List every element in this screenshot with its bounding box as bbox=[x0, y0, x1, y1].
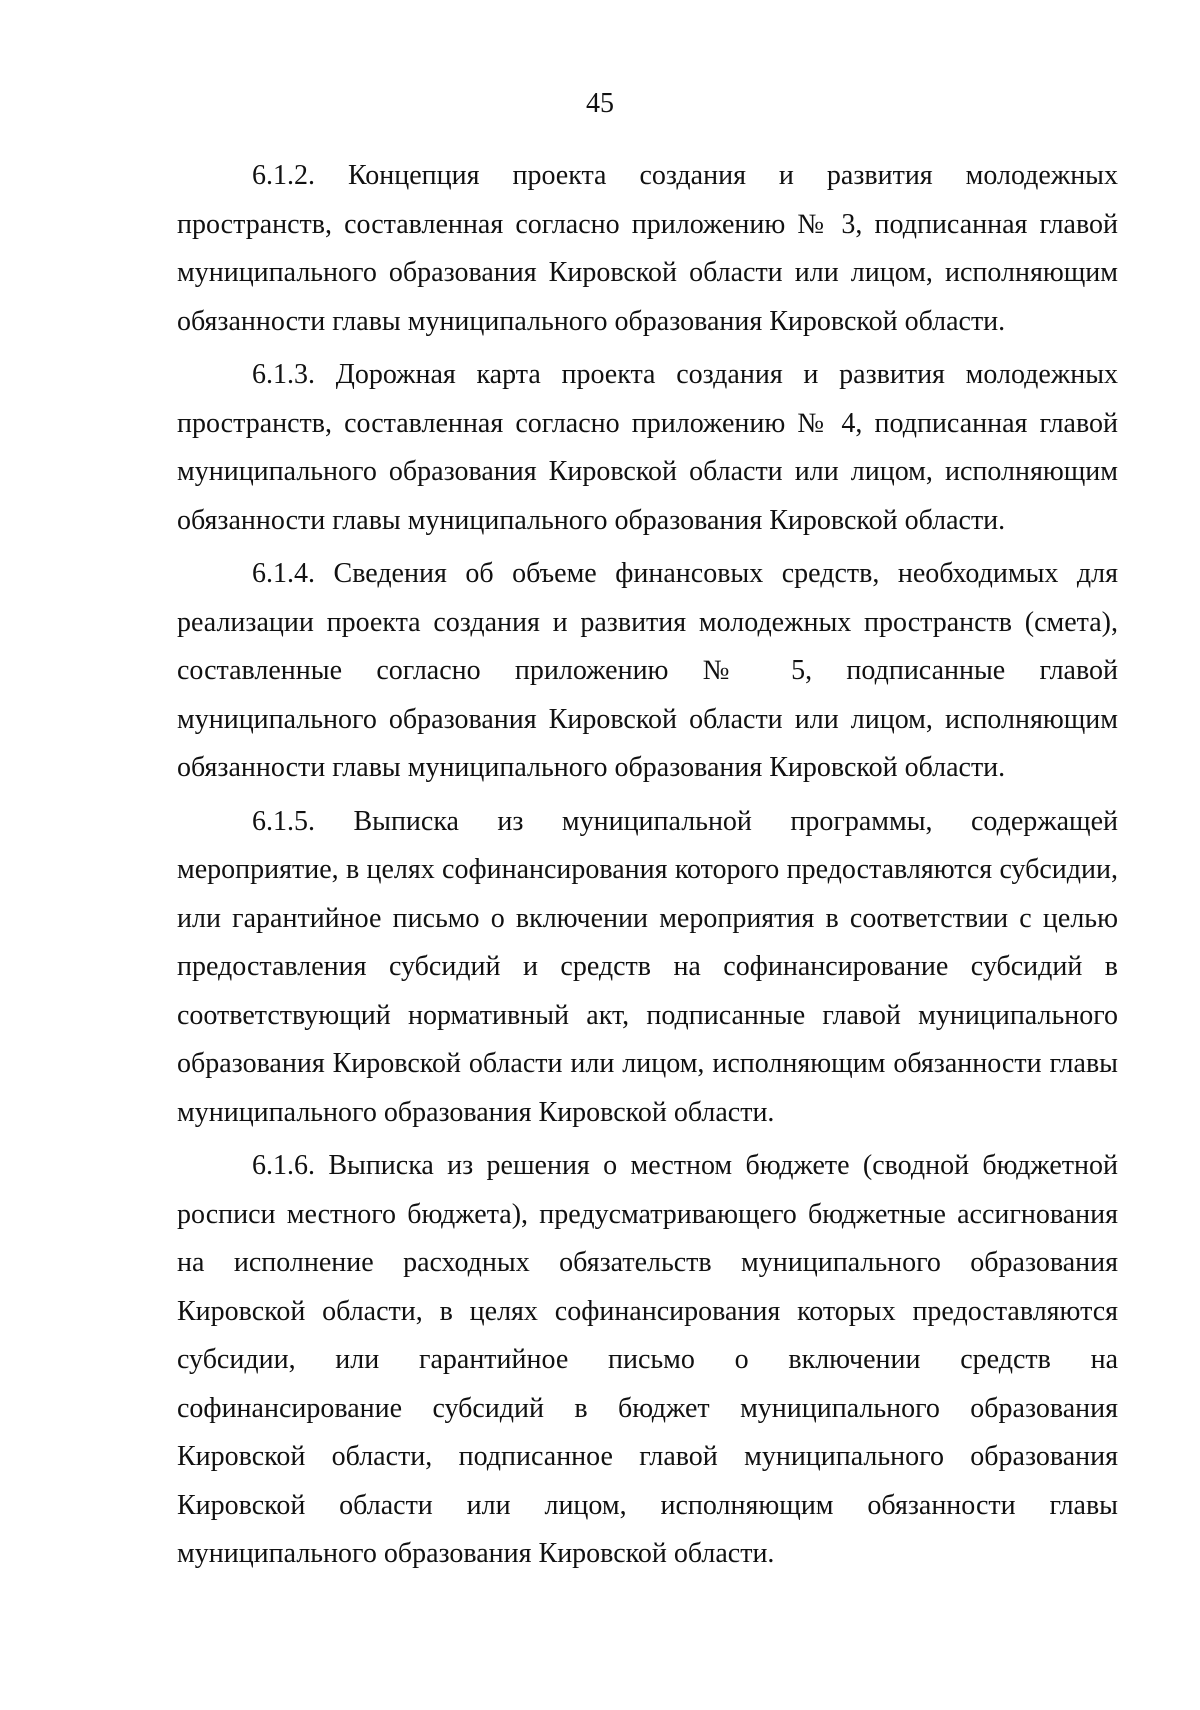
page-number: 45 bbox=[586, 88, 614, 119]
paragraph-6-1-4: 6.1.4. Сведения об объеме финансовых средств, необходимых для реализации проекта создания и развития молодежных пространств (смета), составленные согласно приложению № 5, подписанные главой муниципального образования Кировской области или лицом, исполняющим обязанности главы муниципального образования Кировской области. bbox=[177, 558, 1118, 783]
paragraph-6-1-3: 6.1.3. Дорожная карта проекта создания и развития молодежных пространств, составленная согласно приложению № 4, подписанная главой муниципального образования Кировской области или лицом, исполняющим обязанности главы муниципального образования Кировской области. bbox=[177, 359, 1118, 536]
paragraph-6-1-2: 6.1.2. Концепция проекта создания и развития молодежных пространств, составленная согласно приложению № 3, подписанная главой муниципального образования Кировской области или лицом, исполняющим обязанности главы муниципального образования Кировской области. bbox=[177, 160, 1118, 337]
document-body bbox=[177, 152, 1118, 1584]
paragraph-6-1-5: 6.1.5. Выписка из муниципальной программы, содержащей мероприятие, в целях софинансирования которого предоставляются субсидии, или гарантийное письмо о включении мероприятия в соответствии с целью предоставления субсидий и средств на софинансирование субсидий в соответствующий нормативный акт, подписанные главой муниципального образования Кировской области или лицом, исполняющим обязанности главы муниципального образования Кировской области. bbox=[177, 805, 1118, 1128]
paragraph-6-1-6: 6.1.6. Выписка из решения о местном бюджете (сводной бюджетной росписи местного бюджета), предусматривающего бюджетные ассигнования на исполнение расходных обязательств муниципального образования Кировской области, в целях софинансирования которых предоставляются субсидии, или гарантийное письмо о включении средств на софинансирование субсидий в бюджет муниципального образования Кировской области, подписанное главой муниципального образования Кировской области или лицом, исполняющим обязанности главы муниципального образования Кировской области. bbox=[177, 1150, 1118, 1569]
